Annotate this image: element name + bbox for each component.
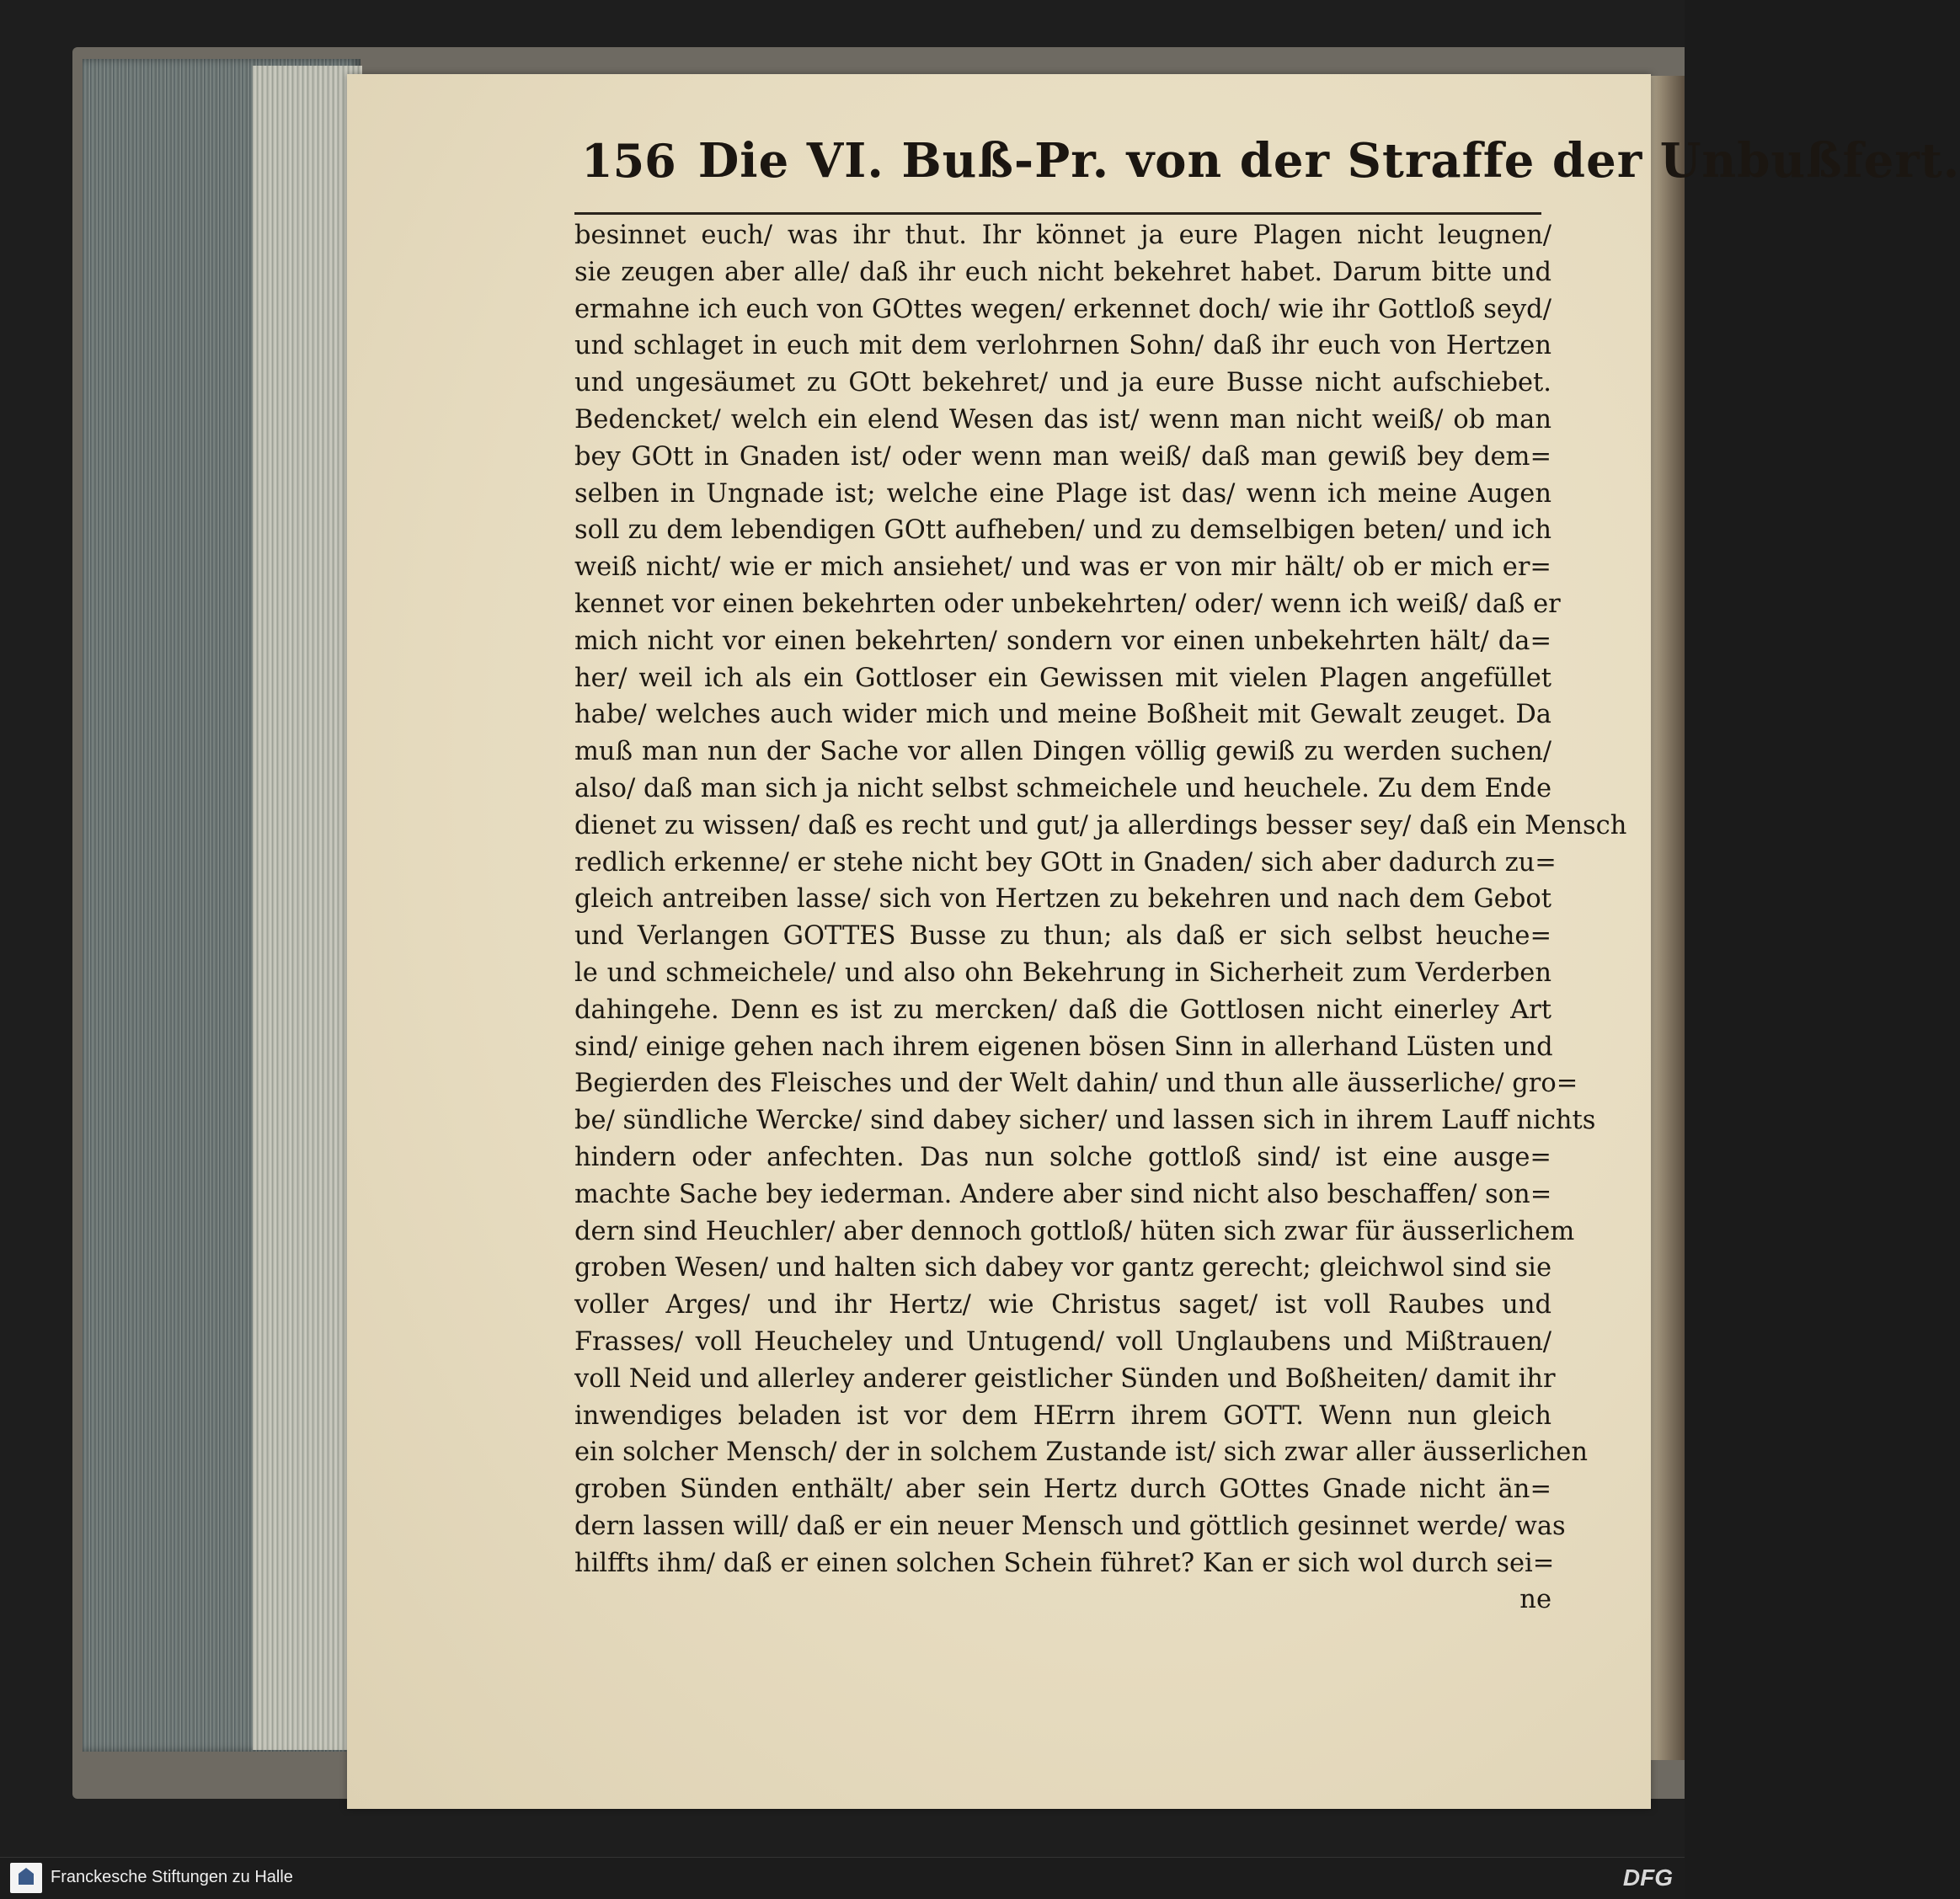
text-line: Bedencket/ welch ein elend Wesen das ist/ wenn man nicht weiß/ ob man [574,404,1551,435]
text-line: dahingehe. Denn es ist zu mercken/ daß die Gottlosen nicht einerley Art [574,995,1551,1025]
text-line: groben Wesen/ und halten sich dabey vor gantz gerecht; gleichwol sind sie [574,1253,1551,1283]
text-line: selben in Ungnade ist; welche eine Plage ist das/ wenn ich meine Augen [574,478,1551,509]
text-line: und ungesäumet zu GOtt bekehret/ und ja eure Busse nicht aufschiebet. [574,368,1551,398]
text-line: her/ weil ich als ein Gottloser ein Gewissen mit vielen Plagen angefüllet [574,663,1551,693]
viewer-footer [0,1857,1685,1899]
text-line: ne [1519,1585,1551,1615]
header-rule [574,212,1541,215]
text-line: voll Neid und allerley anderer geistlicher Sünden und Boßheiten/ damit ihr [574,1363,1556,1394]
text-line: hindern oder anfechten. Das nun solche gottloß sind/ ist eine ausge= [574,1142,1551,1172]
text-line: dern lassen will/ daß er ein neuer Mensch und göttlich gesinnet werde/ was [574,1511,1566,1541]
text-line: also/ daß man sich ja nicht selbst schmeichele und heuchele. Zu dem Ende [574,773,1551,803]
text-line: ein solcher Mensch/ der in solchem Zustande ist/ sich zwar aller äusserlichen [574,1438,1588,1468]
text-line: be/ sündliche Wercke/ sind dabey sicher/ und lassen sich in ihrem Lauff nichts [574,1106,1596,1136]
text-line: besinnet euch/ was ihr thut. Ihr könnet ja eure Plagen nicht leugnen/ [574,221,1551,250]
text-line: sind/ einige gehen nach ihrem eigenen bösen Sinn in allerhand Lüsten und [574,1032,1553,1062]
text-line: habe/ welches auch wider mich und meine Boßheit mit Gewalt zeuget. Da [574,700,1551,730]
text-line: Frasses/ voll Heucheley und Untugend/ voll Unglaubens und Mißtrauen/ [574,1326,1551,1357]
text-line: dienet zu wissen/ daß es recht und gut/ ja allerdings besser sey/ daß ein Mensch [574,810,1627,840]
page-number: 156 [581,134,676,188]
text-line: soll zu dem lebendigen GOtt aufheben/ und zu demselbigen beten/ und ich [574,515,1551,546]
dfg-logo: DFG [1622,1864,1673,1891]
text-line: dern sind Heuchler/ aber dennoch gottloß/ hüten sich zwar für äusserlichem [574,1216,1575,1246]
text-line: Begierden des Fleisches und der Welt dahin/ und thun alle äusserliche/ gro= [574,1069,1578,1099]
text-line: und Verlangen GOTTES Busse zu thun; als daß er sich selbst heuche= [574,921,1551,952]
text-line: bey GOtt in Gnaden ist/ oder wenn man weiß/ daß man gewiß bey dem= [574,441,1551,472]
text-line: voller Arges/ und ihr Hertz/ wie Christus saget/ ist voll Raubes und [574,1290,1551,1320]
text-line: gleich antreiben lasse/ sich von Hertzen zu bekehren und nach dem Gebot [574,884,1551,915]
running-title: Die VI. Buß-Pr. von der Straffe der Unbußfert. [697,133,1960,189]
text-line: redlich erkenne/ er stehe nicht bey GOtt in Gnaden/ sich aber dadurch zu= [574,847,1557,877]
running-head [581,133,1960,200]
text-line: kennet vor einen bekehrten oder unbekehrten/ oder/ wenn ich weiß/ daß er [574,589,1561,619]
text-line: groben Sünden enthält/ aber sein Hertz durch GOttes Gnade nicht än= [574,1475,1551,1505]
text-line: mich nicht vor einen bekehrten/ sondern vor einen unbekehrten hält/ da= [574,626,1551,656]
text-line: und schlaget in euch mit dem verlohrnen Sohn/ daß ihr euch von Hertzen [574,331,1551,361]
institution-name: Franckesche Stiftungen zu Halle [51,1868,293,1886]
text-line: weiß nicht/ wie er mich ansiehet/ und was er von mir hält/ ob er mich er= [574,552,1551,583]
institution-logo-icon [10,1863,42,1893]
text-line: sie zeugen aber alle/ daß ihr euch nicht bekehret habet. Darum bitte und [574,257,1551,287]
body-text [574,217,1627,1619]
text-line: muß man nun der Sache vor allen Dingen völlig gewiß zu werden suchen/ [574,737,1551,767]
text-line: machte Sache bey iederman. Andere aber sind nicht also beschaffen/ son= [574,1179,1552,1209]
text-line: inwendiges beladen ist vor dem HErrn ihrem GOTT. Wenn nun gleich [574,1400,1551,1431]
page-edges-light [253,66,362,1750]
text-line: ermahne ich euch von GOttes wegen/ erkennet doch/ wie ihr Gottloß seyd/ [574,294,1551,324]
text-line: hilffts ihm/ daß er einen solchen Schein führet? Kan er sich wol durch sei= [574,1548,1555,1578]
text-line: le und schmeichele/ und also ohn Bekehrung in Sicherheit zum Verderben [574,958,1551,988]
